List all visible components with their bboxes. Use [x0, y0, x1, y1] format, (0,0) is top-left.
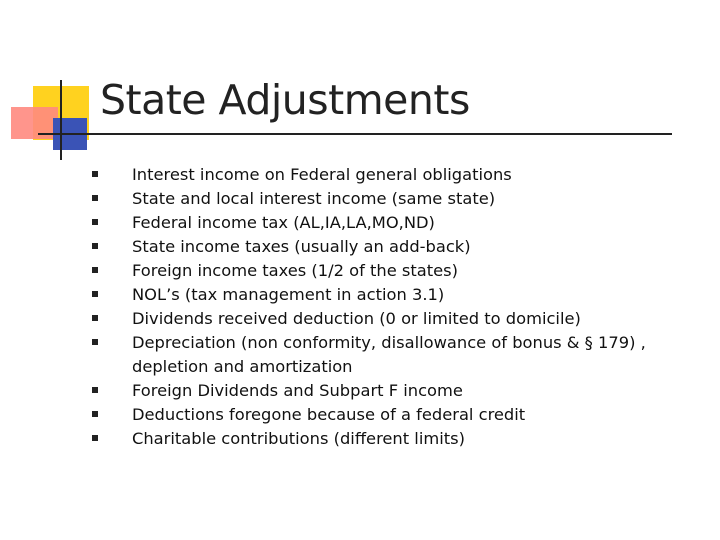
- bullet-item: [92, 427, 712, 451]
- bullet-text: State income taxes (usually an add-back): [132, 237, 471, 256]
- bullet-text: Federal income tax (AL,IA,LA,MO,ND): [132, 213, 435, 232]
- bullet-item: [92, 331, 712, 379]
- title-underline: [38, 133, 672, 135]
- bullet-text: Foreign Dividends and Subpart F income: [132, 381, 463, 400]
- square-bullet-icon: [92, 195, 98, 201]
- bullet-item: [92, 283, 712, 307]
- bullet-item: [92, 259, 712, 283]
- square-bullet-icon: [92, 243, 98, 249]
- square-bullet-icon: [92, 435, 98, 441]
- bullet-text: Deductions foregone because of a federal credit: [132, 405, 526, 424]
- bullet-text: Charitable contributions (different limits): [132, 429, 465, 448]
- square-bullet-icon: [92, 387, 98, 393]
- bullet-text: Interest income on Federal general obligations: [132, 165, 512, 184]
- bullet-text: NOL’s (tax management in action 3.1): [132, 285, 445, 304]
- bullet-text: Dividends received deduction (0 or limited to domicile): [132, 309, 581, 328]
- slide-title: State Adjustments: [100, 76, 470, 124]
- bullet-list: [92, 163, 712, 451]
- bullet-item: [92, 235, 712, 259]
- bullet-text: Foreign income taxes (1/2 of the states): [132, 261, 458, 280]
- square-bullet-icon: [92, 411, 98, 417]
- bullet-text: Depreciation (non conformity, disallowance of bonus & § 179) , depletion and amortization: [132, 333, 646, 376]
- square-bullet-icon: [92, 291, 98, 297]
- bullet-item: [92, 211, 712, 235]
- square-bullet-icon: [92, 339, 98, 345]
- square-bullet-icon: [92, 267, 98, 273]
- bullet-item: [92, 163, 712, 187]
- bullet-text: State and local interest income (same state): [132, 189, 496, 208]
- square-bullet-icon: [92, 315, 98, 321]
- title-decoration-vertical-line: [60, 80, 62, 160]
- bullet-item: [92, 187, 712, 211]
- bullet-item: [92, 403, 712, 427]
- bullet-item: [92, 379, 712, 403]
- square-bullet-icon: [92, 219, 98, 225]
- square-bullet-icon: [92, 171, 98, 177]
- bullet-item: [92, 307, 712, 331]
